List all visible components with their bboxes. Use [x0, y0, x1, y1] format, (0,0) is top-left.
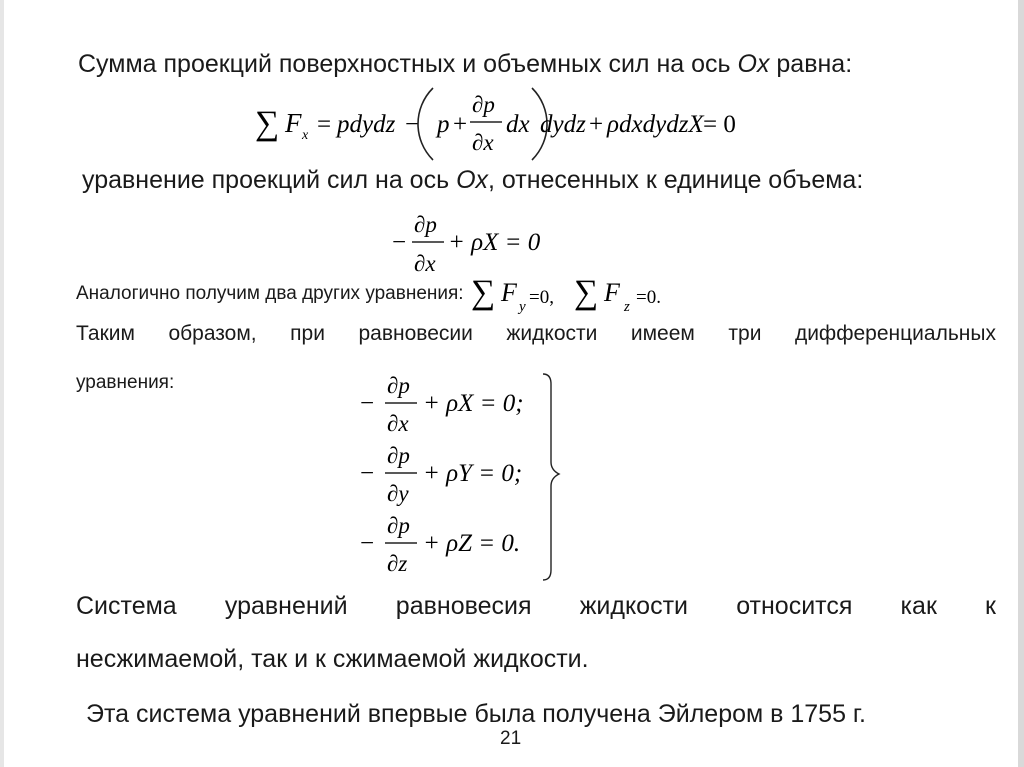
equals-sign: = — [317, 111, 332, 138]
word: равновесии — [358, 322, 473, 345]
force-symbol: F — [285, 108, 302, 138]
paragraph-sum-projections — [78, 50, 852, 79]
fraction-denominator: ∂x — [414, 251, 436, 276]
word: образом, — [168, 322, 257, 345]
slide-left-edge — [0, 0, 4, 767]
equals-zero: = 0 — [703, 111, 736, 138]
fraction-numerator: ∂p — [387, 373, 410, 398]
plus-sign: + — [453, 111, 468, 138]
minus-sign: − — [405, 111, 420, 138]
paragraph-system-applies-line2: несжимаемой, так и к сжимаемой жидкости. — [76, 645, 589, 673]
paragraph-text-end: равна: — [769, 50, 853, 78]
dydz-term: dydz — [540, 111, 586, 138]
subscript-z: z — [624, 299, 630, 315]
page-number: 21 — [500, 728, 522, 749]
equation-sum-fx — [255, 82, 745, 164]
word: к — [985, 592, 996, 620]
system-row-y — [360, 443, 522, 506]
word: уравнений — [224, 592, 348, 620]
subscript: x — [302, 128, 309, 143]
paragraph-text: Аналогично получим два других уравнения: — [76, 283, 464, 305]
paragraph-text: уравнение проекций сил на ось — [82, 166, 457, 194]
word: при — [290, 322, 325, 345]
minus-sign: − — [360, 390, 375, 417]
force-symbol: F — [500, 278, 517, 307]
equals-zero-y: =0, — [528, 287, 554, 308]
paragraph-analogous — [76, 273, 684, 315]
word: дифференциальных — [794, 322, 996, 345]
equation-rest: + ρZ = 0. — [423, 530, 521, 557]
sum-fy — [471, 273, 561, 315]
word: относится — [736, 592, 853, 620]
fraction-numerator: ∂p — [387, 443, 410, 468]
slide-right-edge — [1018, 0, 1024, 767]
fraction-numerator: ∂p — [472, 92, 495, 117]
minus-sign: − — [360, 460, 375, 487]
word: жидкости — [579, 592, 689, 620]
word: жидкости — [506, 322, 598, 345]
right-brace — [543, 374, 559, 580]
fraction-denominator: ∂y — [387, 481, 409, 506]
paragraph-euler: Эта система уравнений впервые была получена Эйлером в 1755 г. — [86, 700, 866, 728]
equation-rest: + ρX = 0; — [423, 390, 524, 417]
paragraph-system-applies — [76, 592, 996, 621]
paragraph-three-equations — [76, 322, 996, 346]
rho-term: ρdxdydzX — [607, 111, 704, 138]
paragraph-text: Сумма проекций поверхностных и объемных сил на ось — [78, 50, 738, 78]
fraction-denominator: ∂x — [472, 130, 494, 155]
system-row-z — [360, 513, 520, 576]
fraction-denominator: ∂z — [387, 551, 408, 576]
word: три — [728, 322, 762, 345]
force-symbol: F — [604, 278, 621, 307]
paragraph-projection-equation — [82, 166, 863, 195]
equation-system — [355, 370, 575, 585]
sum-fz — [574, 273, 684, 315]
equation-rest: + ρY = 0; — [423, 460, 523, 487]
system-row-x — [360, 373, 524, 436]
fraction-denominator: ∂x — [387, 411, 409, 436]
subscript-y: y — [518, 299, 526, 315]
term-pdydz: pdydz — [337, 111, 396, 138]
word: как — [900, 592, 937, 620]
minus-sign: − — [360, 530, 375, 557]
minus-sign: − — [392, 229, 407, 256]
equation-rest: + ρX = 0 — [448, 229, 541, 256]
p-symbol: p — [437, 111, 450, 138]
sum-symbol: ∑ — [255, 105, 280, 142]
paragraph-three-equations-line2: уравнения: — [76, 372, 175, 393]
equals-zero-z: =0. — [636, 287, 662, 308]
fraction-numerator: ∂p — [414, 212, 437, 237]
plus-sign-2: + — [589, 111, 604, 138]
word: Таким — [76, 322, 135, 345]
word: имеем — [630, 322, 695, 345]
left-paren — [418, 88, 433, 160]
axis-label: Ox — [456, 166, 489, 194]
word: равновесия — [395, 592, 532, 620]
paragraph-text-end: , отнесенных к единице объема: — [488, 166, 864, 194]
axis-label: Ox — [737, 50, 770, 78]
word: Система — [76, 592, 177, 620]
dx-term: dx — [506, 111, 530, 138]
sum-symbol: ∑ — [574, 274, 599, 311]
sum-symbol: ∑ — [470, 274, 496, 311]
fraction-numerator: ∂p — [387, 513, 410, 538]
